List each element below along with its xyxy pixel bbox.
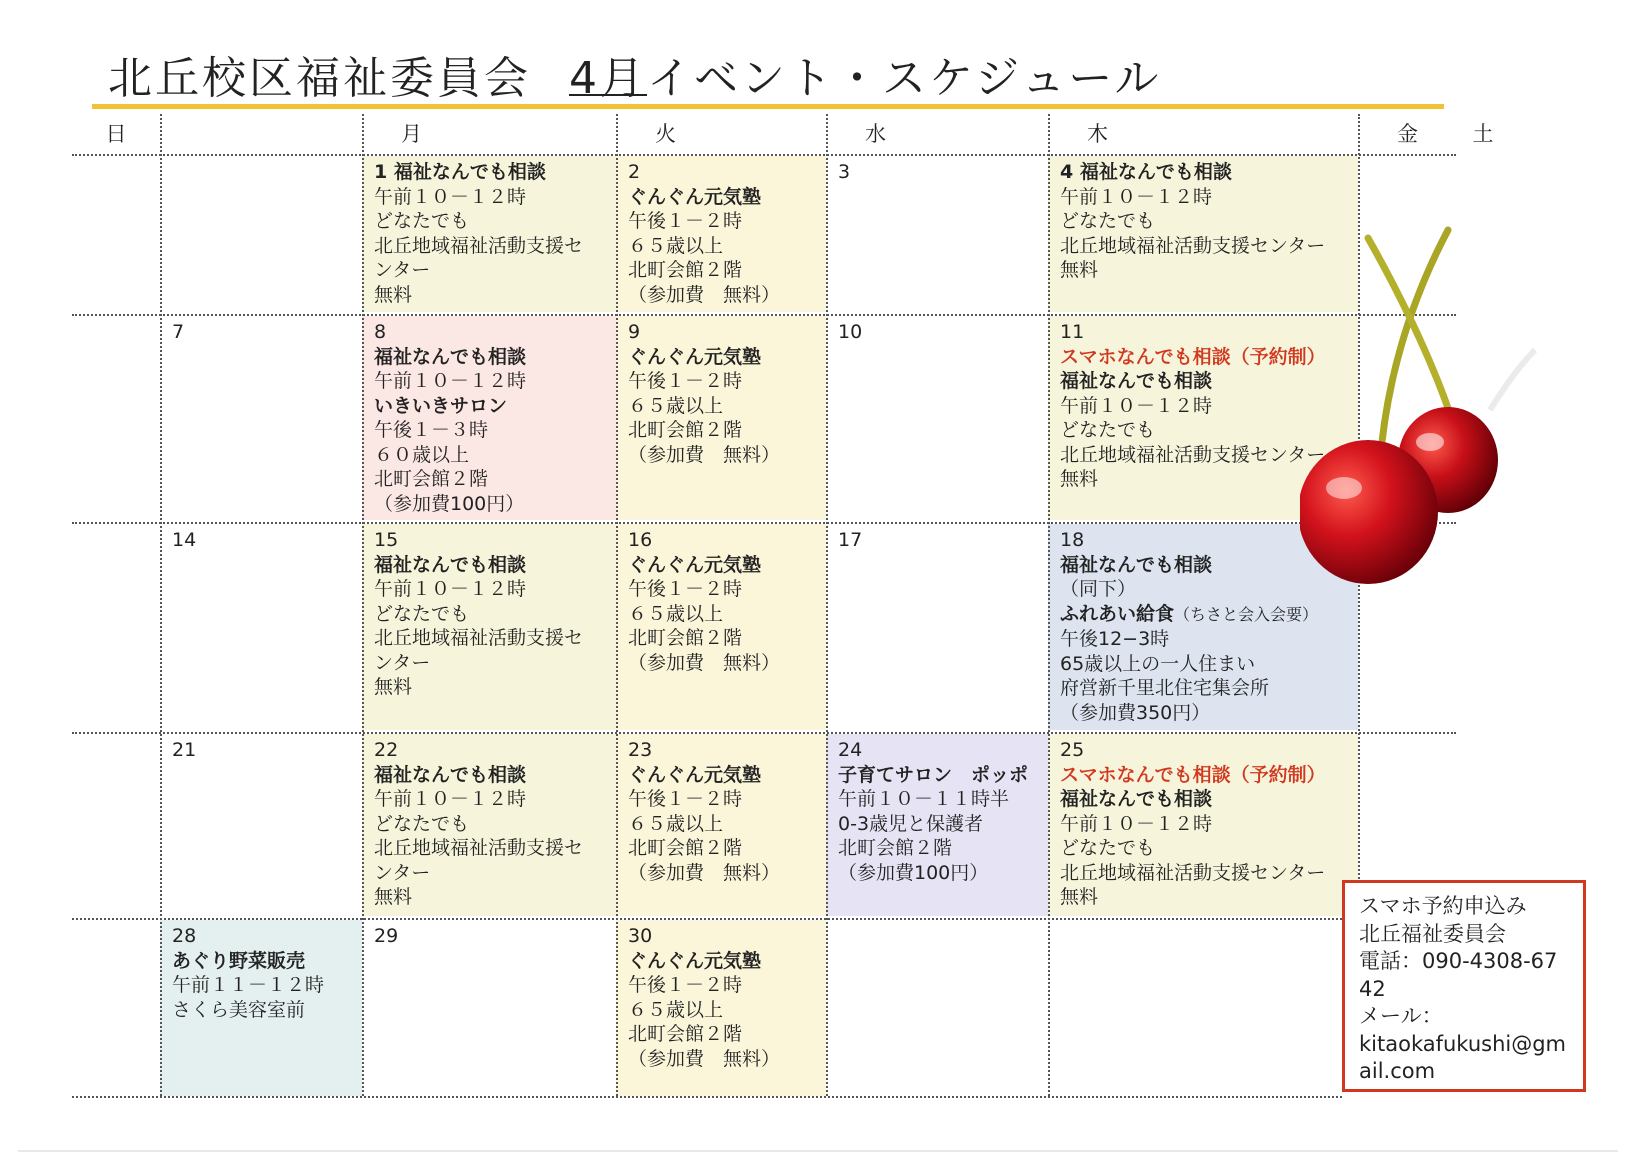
grid-line xyxy=(72,918,1342,920)
event-line: 北町会館２階 xyxy=(628,419,743,441)
day-number: 14 xyxy=(172,529,197,551)
event-line: 北町会館２階 xyxy=(628,1023,743,1045)
day-cell-24 xyxy=(826,734,1048,916)
day-cell-2 xyxy=(616,156,826,312)
event-title-2: いきいきサロン xyxy=(374,394,508,417)
title-main: 北丘校区福祉委員会 xyxy=(108,53,531,104)
event-line: （参加費100円） xyxy=(374,492,525,515)
day-cell-10 xyxy=(826,316,1048,520)
event-title: 福祉なんでも相談 xyxy=(374,553,527,576)
event-title: ぐんぐん元気塾 xyxy=(628,345,762,368)
event-title: 福祉なんでも相談 xyxy=(1079,161,1232,183)
day-cell-15 xyxy=(362,524,616,730)
event-line: 午後１－２時 xyxy=(628,788,743,810)
weekday-mon: 月 xyxy=(401,122,422,146)
event-line: ６０歳以上 xyxy=(374,443,470,466)
grid-line xyxy=(160,114,162,1096)
event-line: どなたでも xyxy=(1060,210,1156,232)
event-title: ぐんぐん元気塾 xyxy=(628,763,762,786)
grid-line xyxy=(616,114,618,1096)
event-title: 福祉なんでも相談 xyxy=(393,161,546,183)
event-line: 北町会館２階 xyxy=(628,627,743,649)
day-cell-9 xyxy=(616,316,826,520)
event-line: （参加費 無料） xyxy=(628,283,781,306)
day-cell-28 xyxy=(160,920,362,1096)
event-line: 無料 xyxy=(374,676,413,698)
grid-line xyxy=(72,314,1456,316)
day-cell-7 xyxy=(160,316,362,520)
event-title: ぐんぐん元気塾 xyxy=(628,185,762,208)
day-number: 15 xyxy=(374,529,399,551)
day-number: 7 xyxy=(172,321,185,343)
event-title: 福祉なんでも相談 xyxy=(1060,788,1213,810)
event-line: 北丘地域福祉活動支援セ xyxy=(374,837,584,859)
day-number: 3 xyxy=(838,161,851,183)
day-cell-17 xyxy=(826,524,1048,730)
day-cell-16 xyxy=(616,524,826,730)
event-title: 福祉なんでも相談 xyxy=(1060,370,1213,392)
weekday-header xyxy=(72,114,1494,156)
event-line: 無料 xyxy=(374,886,413,908)
event-line: ンター xyxy=(374,651,431,674)
event-line: ６５歳以上 xyxy=(628,998,724,1021)
event-line: 午前１０－１２時 xyxy=(1060,394,1213,417)
event-title: ぐんぐん元気塾 xyxy=(628,553,762,576)
event-title-2: ふれあい給食 xyxy=(1060,602,1175,625)
event-line: 午前１０－１２時 xyxy=(374,185,527,208)
event-line: （参加費 無料） xyxy=(628,651,781,674)
grid-line xyxy=(72,732,1456,734)
event-line: ６５歳以上 xyxy=(628,812,724,835)
event-title: あぐり野菜販売 xyxy=(172,949,306,972)
day-number: 11 xyxy=(1060,321,1085,343)
event-line: 府営新千里北住宅集会所 xyxy=(1060,677,1270,699)
grid-line xyxy=(72,522,1456,524)
event-line: 無料 xyxy=(1060,886,1099,908)
event-line: （参加費 無料） xyxy=(628,443,781,466)
event-title: 福祉なんでも相談 xyxy=(374,345,527,368)
event-line: 午後１－２時 xyxy=(628,974,743,996)
title-underline xyxy=(92,104,1444,109)
event-line: 北丘地域福祉活動支援セ xyxy=(374,627,584,649)
grid-line xyxy=(1048,114,1050,1096)
event-line: 午前１０－１２時 xyxy=(1060,185,1213,208)
smartphone-consult-title: スマホなんでも相談（予約制） xyxy=(1060,345,1326,368)
day-number: 23 xyxy=(628,739,653,761)
contact-box xyxy=(1342,880,1586,1092)
day-number: 4 xyxy=(1060,161,1074,183)
event-title: 福祉なんでも相談 xyxy=(1060,553,1213,576)
event-line: 午後12−3時 xyxy=(1060,628,1170,650)
event-line: 無料 xyxy=(1060,468,1099,490)
event-line: どなたでも xyxy=(1060,837,1156,859)
event-line: 0-3歳児と保護者 xyxy=(838,812,984,835)
day-cell-23 xyxy=(616,734,826,916)
contact-line: メール： xyxy=(1359,1004,1443,1028)
day-cell-8 xyxy=(362,316,616,520)
day-cell-21 xyxy=(160,734,362,916)
event-line: 午後１－３時 xyxy=(374,419,489,441)
event-line: ンター xyxy=(374,259,431,281)
weekday-thu: 木 xyxy=(1087,122,1108,146)
day-number: 30 xyxy=(628,925,653,947)
contact-line: 北丘福祉委員会 xyxy=(1359,921,1506,946)
event-line: 無料 xyxy=(374,283,413,306)
smartphone-consult-title: スマホなんでも相談（予約制） xyxy=(1060,763,1326,786)
weekday-tue: 火 xyxy=(655,122,676,146)
event-line: （参加費100円） xyxy=(838,861,989,884)
event-line: 午後１－２時 xyxy=(628,578,743,600)
event-line: （参加費350円） xyxy=(1060,701,1211,724)
event-line: 午後１－２時 xyxy=(628,210,743,232)
weekday-wed: 水 xyxy=(865,122,886,146)
scan-edge xyxy=(18,1150,1618,1152)
event-line: 北町会館２階 xyxy=(628,259,743,281)
event-line: 午前１１－１２時 xyxy=(172,974,325,996)
event-line: 北丘地域福祉活動支援セ xyxy=(374,234,584,257)
event-line: 北丘地域福祉活動支援センター xyxy=(1060,443,1326,466)
weekday-fri: 金 xyxy=(1397,122,1418,146)
event-title: 子育てサロン ポッポ xyxy=(838,763,1029,786)
contact-email: kitaokafukushi@gmail.com xyxy=(1359,1031,1567,1083)
event-line: どなたでも xyxy=(374,602,470,625)
weekday-sun: 日 xyxy=(105,122,127,146)
day-number: 22 xyxy=(374,739,399,761)
day-number: 1 xyxy=(374,161,388,183)
event-line: 午後１－２時 xyxy=(628,370,743,392)
event-line: 北丘地域福祉活動支援センター xyxy=(1060,861,1326,884)
day-number: 10 xyxy=(838,321,863,343)
day-number: 18 xyxy=(1060,529,1085,551)
page-title xyxy=(108,52,1161,106)
day-number: 17 xyxy=(838,529,863,551)
day-cell-30 xyxy=(616,920,826,1096)
event-line: ンター xyxy=(374,861,431,884)
event-title: 福祉なんでも相談 xyxy=(374,763,527,786)
day-number: 24 xyxy=(838,739,863,761)
day-number: 25 xyxy=(1060,739,1085,761)
event-line: 北町会館２階 xyxy=(628,837,743,859)
event-line: 北丘地域福祉活動支援センター xyxy=(1060,234,1326,257)
day-cell-3 xyxy=(826,156,1048,312)
contact-phone: 電話：090-4308-6742 xyxy=(1359,949,1558,1001)
grid-line xyxy=(362,114,364,1096)
event-line: ６５歳以上 xyxy=(628,234,724,257)
title-month: 4月 xyxy=(569,53,647,104)
event-line: （同下） xyxy=(1060,578,1137,600)
day-number: 21 xyxy=(172,739,197,761)
day-cell-29 xyxy=(362,920,616,1096)
day-number: 8 xyxy=(374,321,387,343)
grid-line xyxy=(72,1096,1342,1098)
weekday-sat: 土 xyxy=(1472,122,1494,146)
event-line: 北町会館２階 xyxy=(838,837,953,859)
day-number: 29 xyxy=(374,925,399,947)
event-title: ぐんぐん元気塾 xyxy=(628,949,762,972)
event-line: 午前１０－１２時 xyxy=(374,578,527,600)
day-number: 2 xyxy=(628,161,641,183)
grid-line xyxy=(826,114,828,1096)
event-line: （参加費 無料） xyxy=(628,1047,781,1070)
day-cell-25 xyxy=(1048,734,1358,916)
event-line: 午前１０－１２時 xyxy=(374,788,527,810)
event-line: 北町会館２階 xyxy=(374,468,489,490)
day-number: 16 xyxy=(628,529,653,551)
day-number: 28 xyxy=(172,925,197,947)
event-line: どなたでも xyxy=(374,812,470,835)
day-cell-14 xyxy=(160,524,362,730)
event-line: ６５歳以上 xyxy=(628,394,724,417)
title-rest: イベント・スケジュール xyxy=(647,53,1162,104)
event-title-note: （ちさと会入会要） xyxy=(1174,604,1319,624)
event-line: ６５歳以上 xyxy=(628,602,724,625)
day-cell-22 xyxy=(362,734,616,916)
event-line: 午前１０－１１時半 xyxy=(838,788,1010,810)
event-line: 無料 xyxy=(1060,259,1099,281)
event-line: （参加費 無料） xyxy=(628,861,781,884)
event-line: 午前１０－１２時 xyxy=(1060,812,1213,835)
contact-line: スマホ予約申込み xyxy=(1359,894,1527,918)
day-number: 9 xyxy=(628,321,641,343)
cherry-illustration xyxy=(1300,220,1600,620)
event-line: どなたでも xyxy=(1060,419,1156,441)
event-line: さくら美容室前 xyxy=(172,998,306,1021)
event-line: 午前１０－１２時 xyxy=(374,370,527,392)
event-line: 65歳以上の一人住まい xyxy=(1060,652,1256,675)
day-cell-1 xyxy=(362,156,616,312)
event-line: どなたでも xyxy=(374,210,470,232)
